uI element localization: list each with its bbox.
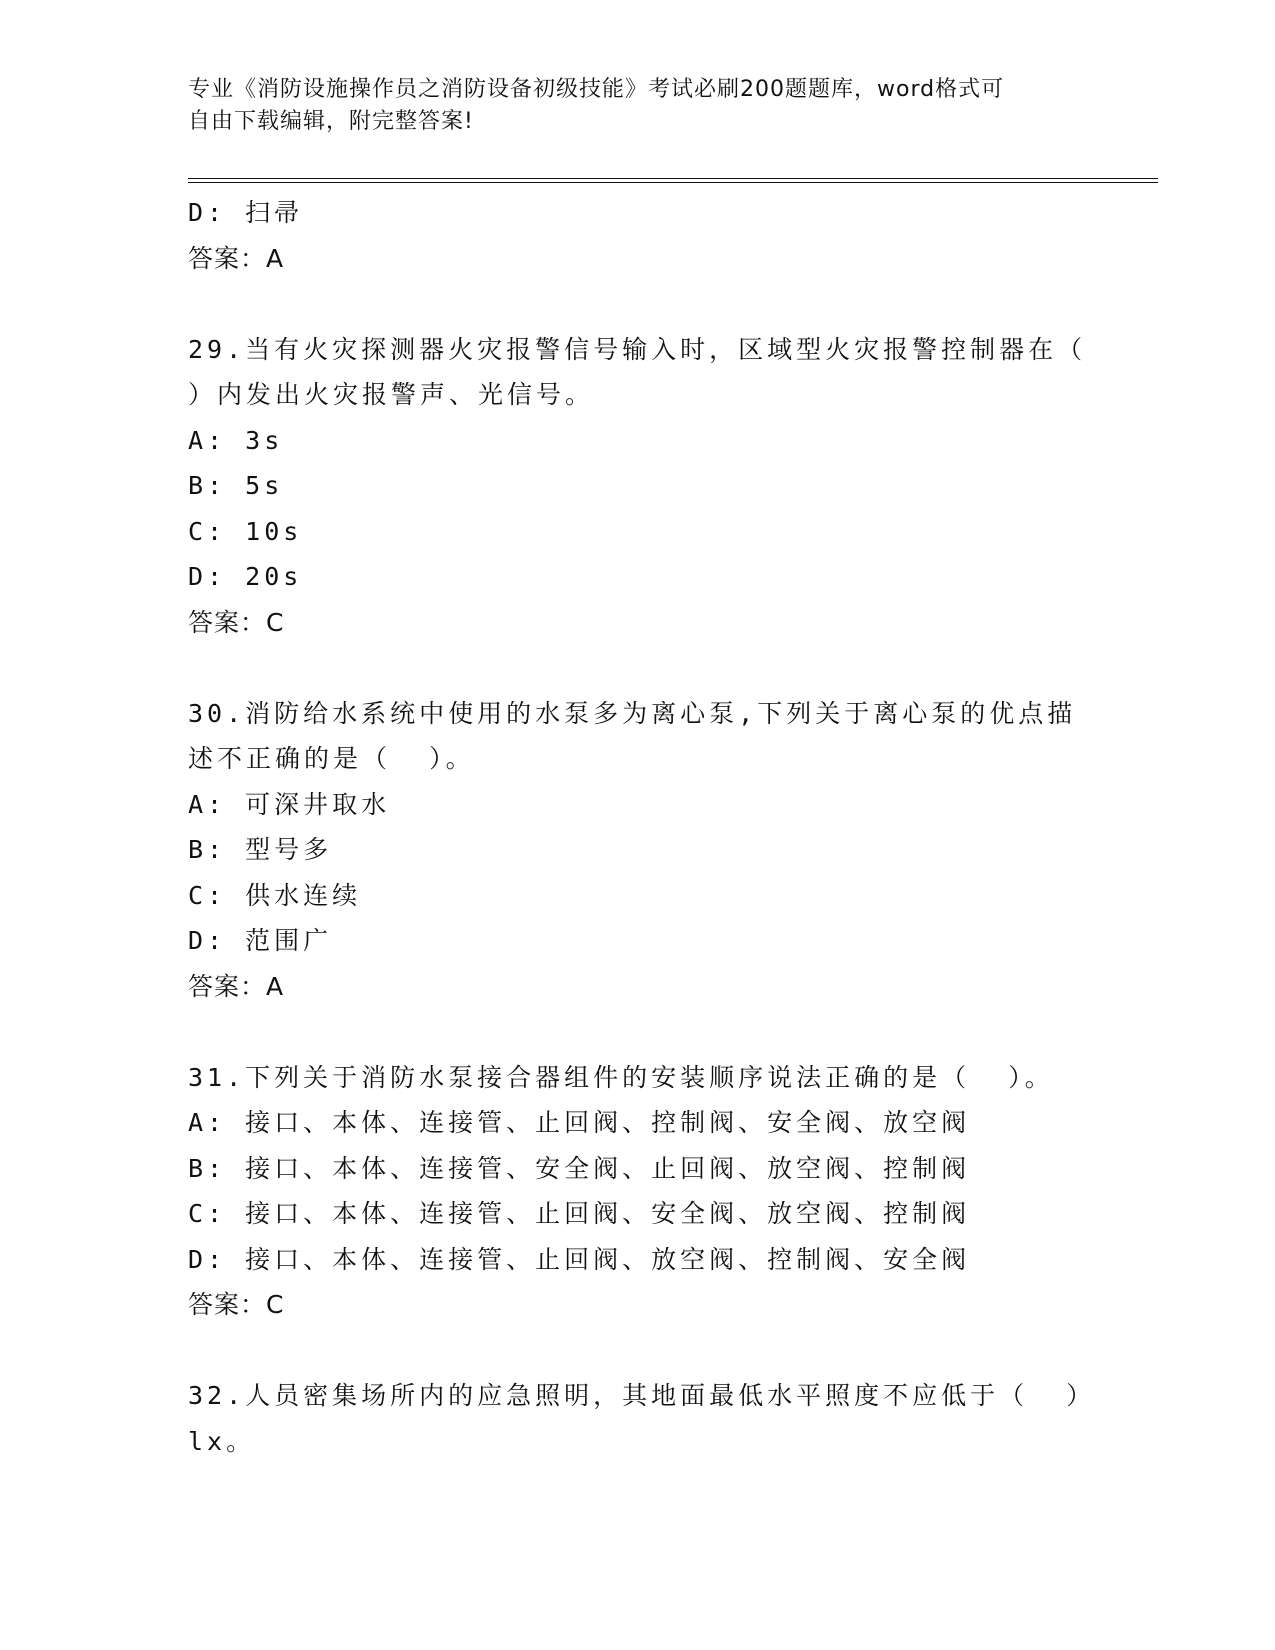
answer: 答案：C (188, 607, 285, 637)
question-stem-continued: ）内发出火灾报警声、光信号。 (188, 380, 595, 409)
option-d: D: 扫帚 (188, 198, 304, 227)
header-divider (188, 178, 1158, 183)
option-b: B: 接口、本体、连接管、安全阀、止回阀、放空阀、控制阀 (188, 1153, 971, 1183)
option-b: B: 5s (188, 471, 284, 500)
question-stem: 30.消防给水系统中使用的水泵多为离心泵,下列关于离心泵的优点描 (188, 698, 1077, 728)
question-29 (188, 327, 1088, 646)
question-stem: 32.人员密集场所内的应急照明，其地面最低水平照度不应低于（ ） (188, 1381, 1096, 1410)
option-c: C: 供水连续 (188, 880, 362, 910)
question-stem: 31.下列关于消防水泵接合器组件的安装顺序说法正确的是（ ）。 (188, 1062, 1054, 1092)
spacer (188, 1009, 1088, 1055)
question-30 (188, 691, 1088, 1010)
spacer (188, 645, 1088, 691)
header-title-line-1: 专业《消防设施操作员之消防设备初级技能》考试必刷200题题库，word格式可 (188, 77, 1005, 102)
document-body (188, 190, 1096, 1464)
question-31 (188, 1055, 1088, 1328)
answer: 答案：A (188, 971, 285, 1001)
question-stem: 29.当有火灾探测器火灾报警信号输入时，区域型火灾报警控制器在（ (188, 334, 1087, 364)
option-d: D: 接口、本体、连接管、止回阀、放空阀、控制阀、安全阀 (188, 1244, 971, 1274)
option-d: D: 20s (188, 562, 303, 591)
spacer (188, 281, 1088, 327)
spacer (188, 1328, 1088, 1374)
option-a: A: 可深井取水 (188, 789, 391, 819)
page-header (188, 74, 1068, 138)
header-title-line-2: 自由下载编辑，附完整答案! (188, 109, 474, 134)
option-d: D: 范围广 (188, 926, 333, 955)
question-stem-continued: 述不正确的是（ ）。 (188, 744, 475, 773)
option-c: C: 接口、本体、连接管、止回阀、安全阀、放空阀、控制阀 (188, 1199, 971, 1228)
question-32 (188, 1373, 1096, 1464)
answer: 答案：A (188, 243, 285, 273)
option-a: A: 3s (188, 425, 284, 455)
option-b: B: 型号多 (188, 835, 333, 864)
option-c: C: 10s (188, 516, 303, 546)
option-a: A: 接口、本体、连接管、止回阀、控制阀、安全阀、放空阀 (188, 1108, 971, 1137)
question-stem-continued: lx。 (188, 1426, 256, 1456)
answer: 答案：C (188, 1290, 285, 1319)
